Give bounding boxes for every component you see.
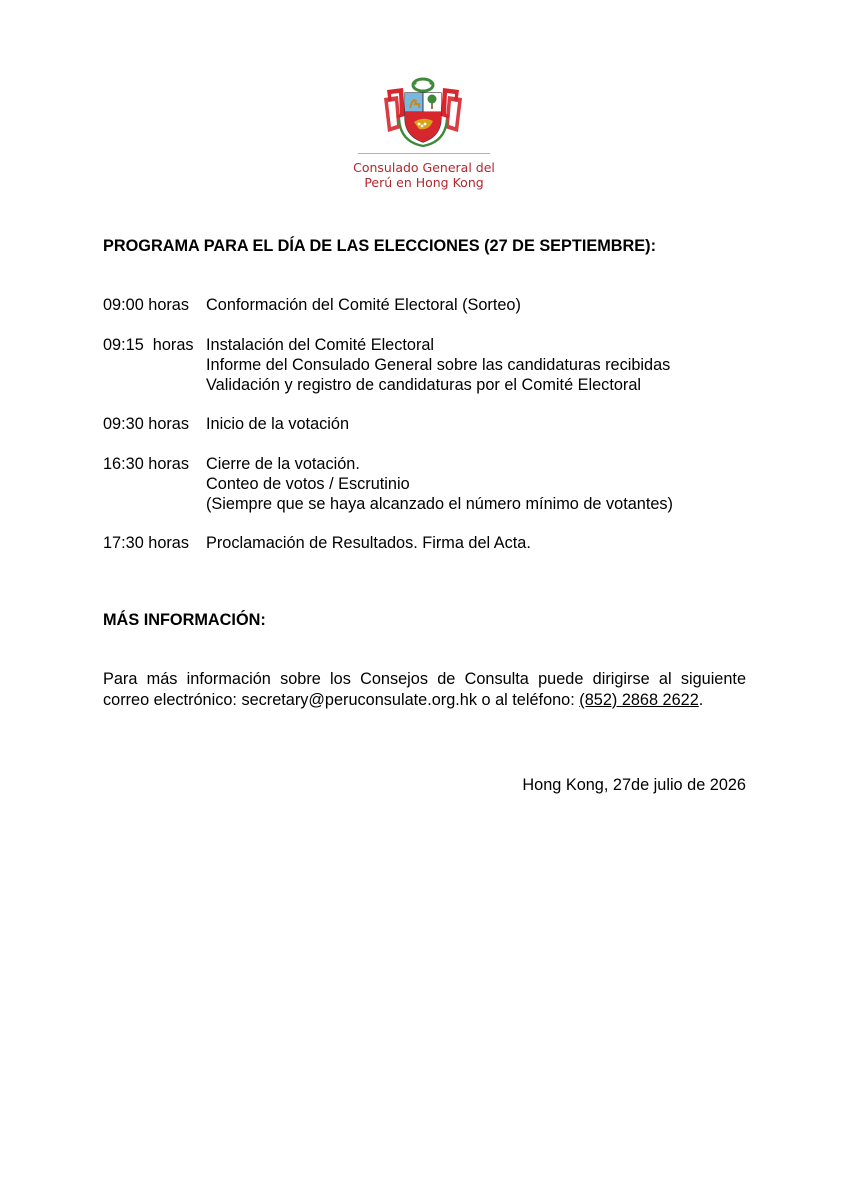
coat-of-arms-icon bbox=[381, 76, 465, 148]
more-info-paragraph bbox=[103, 669, 746, 711]
place-date: Hong Kong, 27de julio de 2026 bbox=[522, 776, 746, 794]
program-heading: PROGRAMA PARA EL DÍA DE LAS ELECCIONES (27 DE SEPTIEMBRE): bbox=[103, 237, 657, 255]
schedule-time: 17:30 horas bbox=[103, 534, 189, 552]
more-info-heading: MÁS INFORMACIÓN: bbox=[103, 611, 266, 629]
schedule-line: Conteo de votos / Escrutinio bbox=[206, 475, 410, 493]
schedule-line: Informe del Consulado General sobre las candidaturas recibidas bbox=[206, 356, 671, 374]
schedule-line: Cierre de la votación. bbox=[206, 455, 360, 473]
schedule-line: Conformación del Comité Electoral (Sorteo) bbox=[206, 296, 521, 314]
schedule-time: 09:15 horas bbox=[103, 336, 194, 354]
more-info-line-2-prefix: correo electrónico: secretary@peruconsulate.org.hk o al teléfono: bbox=[103, 691, 580, 709]
letterhead-divider bbox=[358, 153, 490, 154]
schedule-line: Inicio de la votación bbox=[206, 415, 350, 433]
schedule-line: Instalación del Comité Electoral bbox=[206, 336, 435, 354]
more-info-line-2-suffix: . bbox=[698, 691, 704, 709]
schedule-line: Validación y registro de candidaturas por el Comité Electoral bbox=[206, 376, 641, 394]
schedule-time: 16:30 horas bbox=[103, 455, 189, 473]
consulate-name-line-1: Consulado General del bbox=[353, 160, 495, 175]
schedule-line: (Siempre que se haya alcanzado el número mínimo de votantes) bbox=[206, 495, 673, 513]
phone-link[interactable]: (852) 2868 2622 bbox=[579, 691, 699, 709]
schedule-time: 09:00 horas bbox=[103, 296, 189, 314]
more-info-line-1: Para más información sobre los Consejos de Consulta puede dirigirse al siguiente bbox=[103, 670, 746, 688]
consulate-name-line-2: Perú en Hong Kong bbox=[364, 175, 484, 190]
consulate-name bbox=[340, 160, 508, 190]
schedule-line: Proclamación de Resultados. Firma del Acta. bbox=[206, 534, 531, 552]
schedule-time: 09:30 horas bbox=[103, 415, 189, 433]
